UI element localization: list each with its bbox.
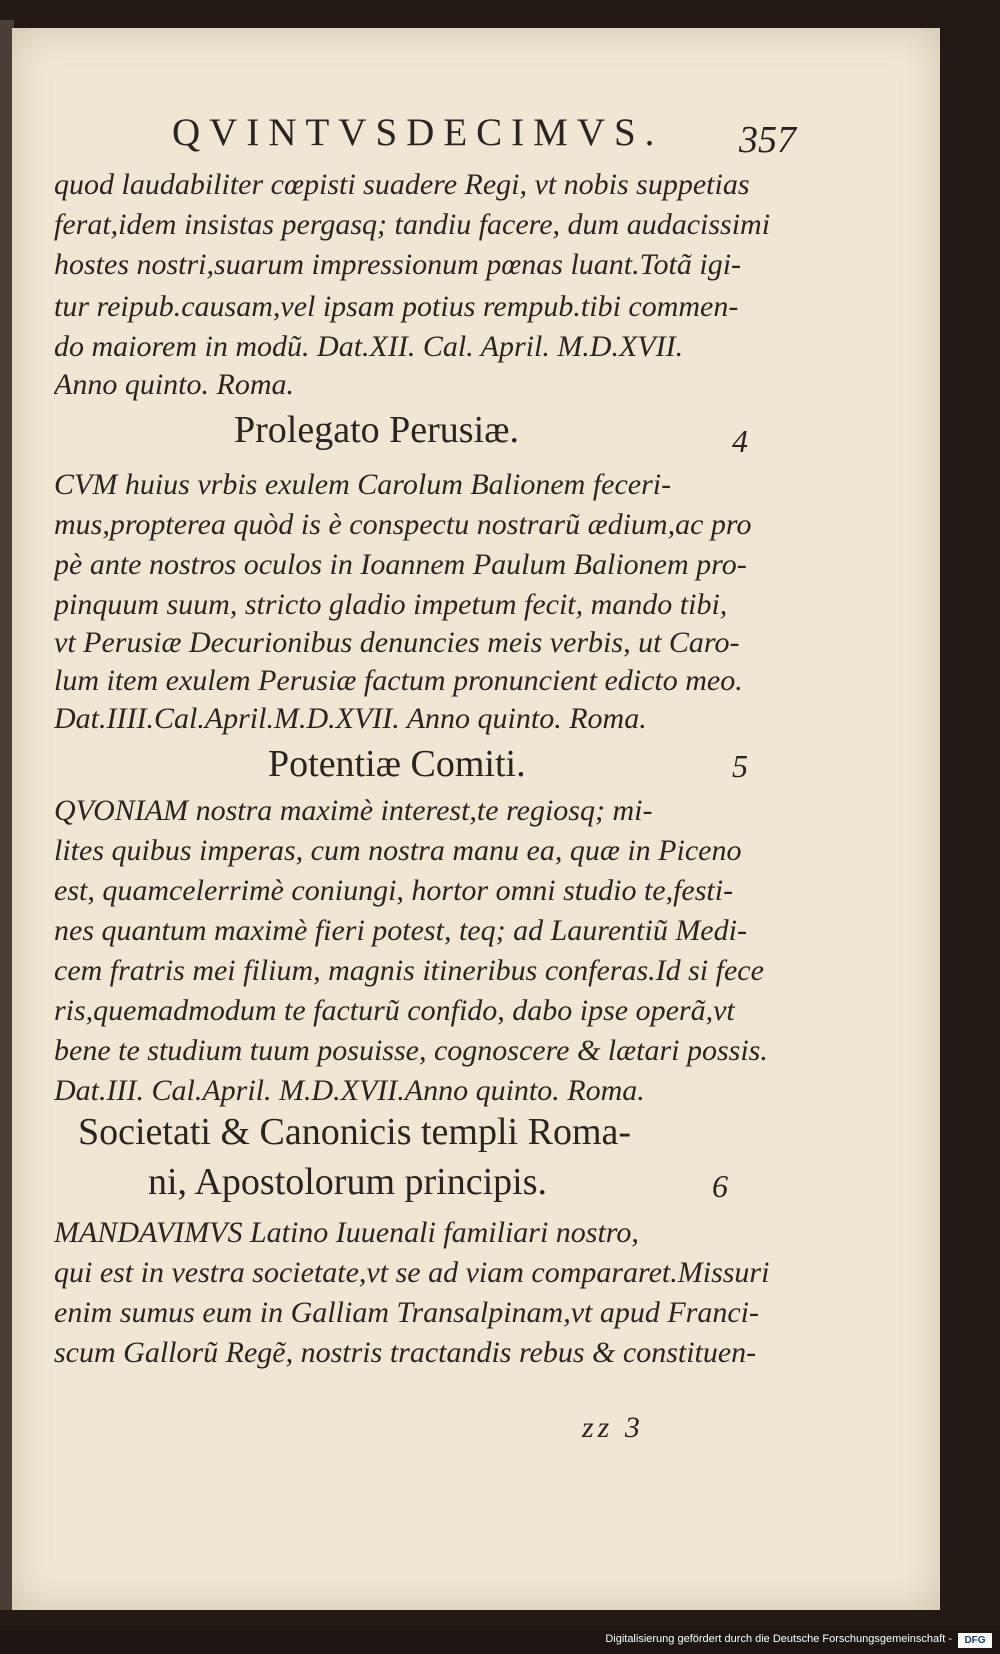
text-line: mus,propterea quòd is è conspectu nostrarũ ædium,ac pro	[54, 508, 752, 541]
running-header: QVINTVSDECIMVS.	[172, 111, 664, 154]
letter-heading-continued: ni, Apostolorum principis.	[148, 1161, 547, 1203]
text-line: do maiorem in modũ. Dat.XII. Cal. April. M.D.XVII.	[54, 330, 684, 363]
text-line: enim sumus eum in Galliam Transalpinam,vt apud Franci-	[54, 1296, 759, 1329]
text-line: bene te studium tuum posuisse, cognoscere & lætari possis.	[54, 1034, 768, 1067]
text-line: pè ante nostros oculos in Ioannem Paulum Balionem pro-	[54, 548, 747, 581]
printer-signature: zz 3	[582, 1411, 644, 1444]
text-line: vt Perusiæ Decurionibus denuncies meis verbis, ut Caro-	[54, 626, 740, 659]
text-line: Dat.IIII.Cal.April.M.D.XVII. Anno quinto. Roma.	[54, 702, 647, 735]
text-line: tur reipub.causam,vel ipsam potius rempub.tibi commen-	[54, 290, 739, 323]
text-line: hostes nostri,suarum impressionum pœnas luant.Totã igi-	[54, 248, 742, 281]
digitization-credit: Digitalisierung gefördert durch die Deutsche Forschungsgemeinschaft -	[605, 1633, 952, 1645]
text-line: scum Gallorũ Regẽ, nostris tractandis rebus & constituen-	[54, 1336, 757, 1369]
text-line: Dat.III. Cal.April. M.D.XVII.Anno quinto. Roma.	[54, 1074, 645, 1107]
text-line: pinquum suum, stricto gladio impetum fecit, mando tibi,	[54, 588, 728, 621]
text-line: quod laudabiliter cœpisti suadere Regi, vt nobis suppetias	[54, 168, 750, 201]
book-page	[12, 28, 940, 1610]
text-line: CVM huius vrbis exulem Carolum Balionem feceri-	[54, 468, 672, 501]
letter-number: 4	[732, 423, 748, 459]
text-line: ris,quemadmodum te facturũ confido, dabo ipse operã,vt	[54, 994, 735, 1027]
page-number: 357	[739, 119, 796, 161]
text-line: nes quantum maximè fieri potest, teq; ad Laurentiũ Medi-	[54, 914, 747, 947]
text-line: lites quibus imperas, cum nostra manu ea, quæ in Piceno	[54, 834, 742, 867]
letter-heading: Societati & Canonicis templi Roma-	[78, 1111, 632, 1153]
dfg-logo-icon: DFG	[958, 1633, 992, 1648]
letter-number: 5	[732, 748, 748, 784]
text-line: Anno quinto. Roma.	[54, 368, 294, 401]
text-line: est, quamcelerrimè coniungi, hortor omni studio te,festi-	[54, 874, 734, 907]
text-line: ferat,idem insistas pergasq; tandiu facere, dum audacissimi	[54, 208, 771, 241]
letter-heading: Potentiæ Comiti.	[268, 743, 526, 785]
text-line: MANDAVIMVS Latino Iuuenali familiari nostro,	[54, 1216, 639, 1249]
letter-number: 6	[712, 1168, 728, 1204]
text-line: lum item exulem Perusiæ factum pronuncient edicto meo.	[54, 664, 743, 697]
text-line: qui est in vestra societate,vt se ad viam compararet.Missuri	[54, 1256, 770, 1289]
letter-heading: Prolegato Perusiæ.	[234, 409, 519, 451]
text-line: cem fratris mei filium, magnis itineribus conferas.Id si fece	[54, 954, 764, 987]
text-line: QVONIAM nostra maximè interest,te regiosq; mi-	[54, 794, 653, 827]
